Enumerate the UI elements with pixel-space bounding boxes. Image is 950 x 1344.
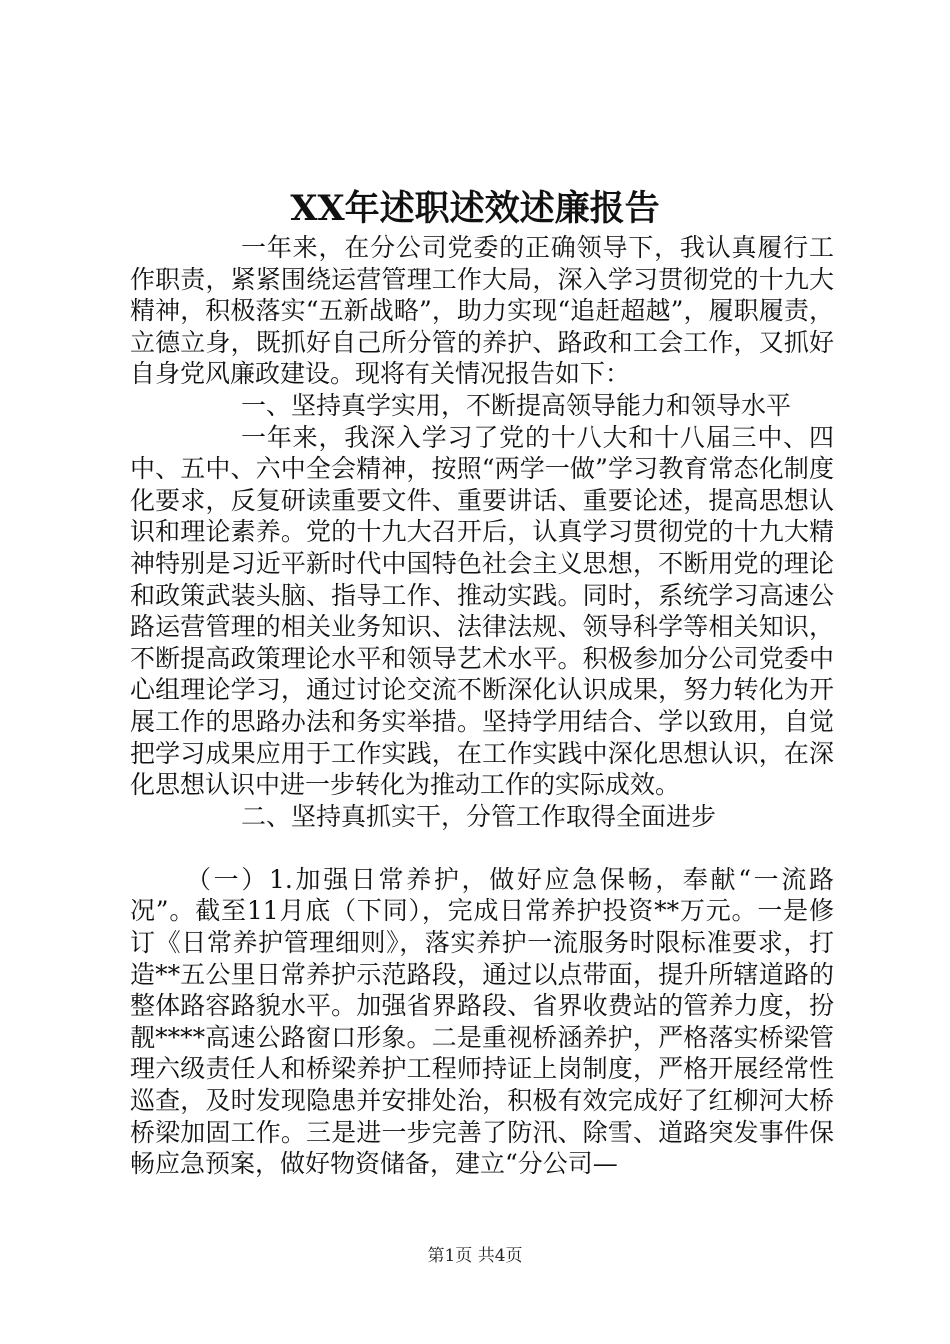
document-body	[130, 232, 834, 1180]
intro-paragraph: 一年来，在分公司党委的正确领导下，我认真履行工作职责，紧紧围绕运营管理工作大局，深入学习贯彻党的十九大精神，积极落实“五新战略”，助力实现“追赶超越”，履职履责，立德立身，既抓好自己所分管的养护、路政和工会工作，又抓好自身党风廉政建设。现将有关情况报告如下：	[130, 233, 834, 389]
section-1-paragraph: 一年来，我深入学习了党的十八大和十八届三中、四中、五中、六中全会精神，按照“两学一做”学习教育常态化制度化要求，反复研读重要文件、重要讲话、重要论述，提高思想认识和理论素养。党的十九大召开后，认真学习贯彻党的十九大精神特别是习近平新时代中国特色社会主义思想，不断用党的理论和政策武装头脑、指导工作、推动实践。同时，系统学习高速公路运营管理的相关业务知识、法律法规、领导科学等相关知识，不断提高政策理论水平和领导艺术水平。积极参加分公司党委中心组理论学习，通过讨论交流不断深化认识成果，努力转化为开展工作的思路办法和务实举措。坚持学用结合、学以致用，自觉把学习成果应用于工作实践，在工作实践中深化思想认识，在深化思想认识中进一步转化为推动工作的实际成效。	[130, 422, 834, 800]
section-2-paragraph: （一）1.加强日常养护，做好应急保畅，奉献“一流路况”。截至11月底（下同），完成日常养护投资**万元。一是修订《日常养护管理细则》，落实养护一流服务时限标准要求，打造**五公里日常养护示范路段，通过以点带面，提升所辖道路的整体路容路貌水平。加强省界路段、省界收费站的管养力度，扮靓****高速公路窗口形象。二是重视桥涵养护，严格落实桥梁管理六级责任人和桥梁养护工程师持证上岗制度，严格开展经常性巡查，及时发现隐患并安排处治，积极有效完成好了红柳河大桥桥梁加固工作。三是进一步完善了防汛、除雪、道路突发事件保畅应急预案，做好物资储备，建立“分公司—	[130, 864, 834, 1179]
page-footer: 第1页 共4页	[427, 1246, 523, 1266]
section-heading-2: 二、坚持真抓实干，分管工作取得全面进步	[241, 801, 717, 831]
document-title: XX年述职述效述廉报告	[290, 188, 660, 229]
section-heading-1: 一、坚持真学实用，不断提高领导能力和领导水平	[241, 390, 792, 420]
